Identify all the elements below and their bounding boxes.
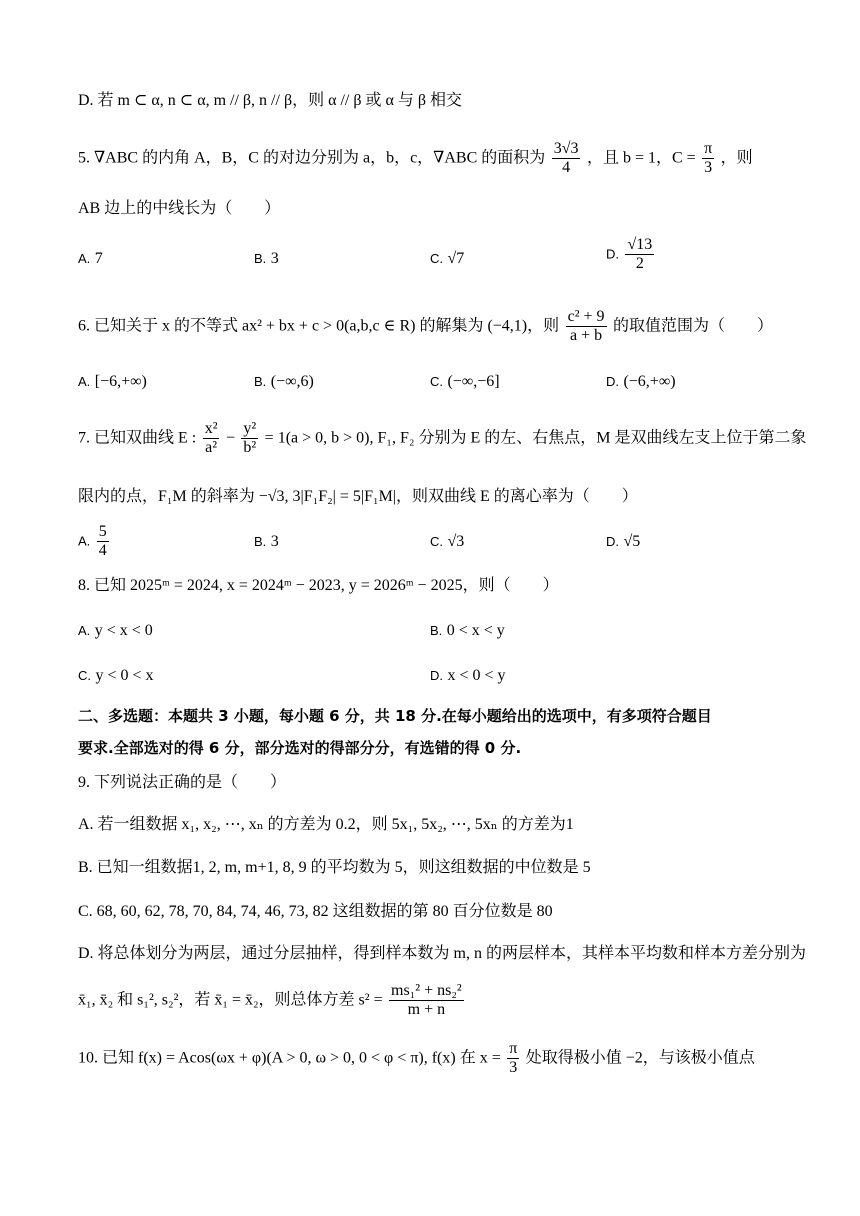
q9-option-b: B. 已知一组数据1, 2, m, m+1, 8, 9 的平均数为 5，则这组数据的中位数是 5 bbox=[78, 859, 591, 876]
q5-option-b: B. 3 bbox=[254, 250, 279, 267]
q6-fraction: $\frac{\text{c² + 9}}{a + b}$ bbox=[567, 308, 605, 344]
q9-variance-fraction: $\frac{\text{ms₁² + ns₂²}}{m + n}$ bbox=[391, 982, 462, 1018]
q9-stem: 9. 下列说法正确的是（ ） bbox=[78, 774, 287, 791]
q7-stem: 7. 已知双曲线 E : $\frac{\text{x²}}{\text{a²}}$ − $\frac{\text{y²}}{\text{b²}}$ = 1(a > 0, b > 0), F₁, F₂ 分别为 E 的左、右焦点，M 是双曲线左支上位于第二象 bbox=[78, 420, 807, 456]
q7-y-fraction: $\frac{\text{y²}}{\text{b²}}$ bbox=[243, 420, 257, 456]
q7-option-c: C. √3 bbox=[430, 533, 465, 550]
q9-option-a: A. 若一组数据 x₁, x₂, ⋯, xₙ 的方差为 0.2，则 5x₁, 5x₂, ⋯, 5xₙ 的方差为1 bbox=[78, 816, 574, 833]
q10-x-fraction: $\frac{\pi}{3}$ bbox=[509, 1040, 518, 1076]
q8-option-a: A. y < x < 0 bbox=[78, 622, 153, 639]
q9-option-c: C. 68, 60, 62, 78, 70, 84, 74, 46, 73, 82 这组数据的第 80 百分位数是 80 bbox=[78, 903, 553, 920]
section2-heading-line2: 要求.全部选对的得 6 分，部分选对的得部分分，有选错的得 0 分. bbox=[78, 739, 522, 757]
section2-heading-line1: 二、多选题：本题共 3 小题，每小题 6 分，共 18 分.在每小题给出的选项中，有多项符合题目 bbox=[78, 707, 712, 725]
q7-option-b: B. 3 bbox=[254, 533, 279, 550]
q5-option-a: A. 7 bbox=[78, 250, 103, 267]
q5-option-d-fraction: $\frac{√13}{2}$ bbox=[627, 236, 653, 272]
q5-stem-line2: AB 边上的中线长为（ ） bbox=[78, 200, 281, 217]
q10-stem: 10. 已知 f(x) = Acos(ωx + φ)(A > 0, ω > 0, 0 < φ < π), f(x) 在 x = $\frac{\pi}{3}$ 处取得极小值 −2，与该极小值点 bbox=[78, 1040, 755, 1076]
q8-option-b: B. 0 < x < y bbox=[430, 622, 505, 639]
q5-option-d: D. $\frac{√13}{2}$ bbox=[606, 236, 653, 272]
q5-stem: 5. ∇ABC 的内角 A，B，C 的对边分别为 a，b，c，∇ABC 的面积为 $\frac{3√3}{4}$ ，且 b = 1，C = $\frac{\pi}{3}$ ，则 bbox=[78, 140, 753, 176]
q6-option-c: C. (−∞,−6] bbox=[430, 373, 500, 390]
q7-option-a-fraction: $\frac{5}{4}$ bbox=[98, 523, 107, 559]
q7-x-fraction: $\frac{\text{x²}}{\text{a²}}$ bbox=[204, 420, 218, 456]
q5-area-fraction: $\frac{3√3}{4}$ bbox=[553, 140, 579, 176]
q4-option-d: D. 若 m ⊂ α, n ⊂ α, m // β, n // β，则 α // β 或 α 与 β 相交 bbox=[78, 92, 463, 109]
q6-option-a: A. [−6,+∞) bbox=[78, 373, 147, 390]
q8-option-c: C. y < 0 < x bbox=[78, 667, 154, 684]
q6-option-b: B. (−∞,6) bbox=[254, 373, 314, 390]
q7-stem-line2: 限内的点，F₁M 的斜率为 −√3, 3|F₁F₂| = 5|F₁M|，则双曲线 E 的离心率为（ ） bbox=[78, 488, 638, 505]
q7-option-d: D. √5 bbox=[606, 533, 641, 550]
q6-option-d: D. (−6,+∞) bbox=[606, 373, 676, 390]
q6-stem: 6. 已知关于 x 的不等式 ax² + bx + c > 0(a,b,c ∈ R) 的解集为 (−4,1)，则 $\frac{\text{c² + 9}}{a + b}$ 的取值范围为（ ） bbox=[78, 308, 773, 344]
q5-option-c: C. √7 bbox=[430, 250, 465, 267]
q8-stem: 8. 已知 2025ᵐ = 2024, x = 2024ᵐ − 2023, y = 2026ᵐ − 2025，则（ ） bbox=[78, 577, 559, 594]
q8-option-d: D. x < 0 < y bbox=[430, 667, 506, 684]
q7-option-a: A. $\frac{5}{4}$ bbox=[78, 523, 107, 559]
q5-angle-fraction: $\frac{\pi}{3}$ bbox=[704, 140, 713, 176]
q9-option-d-line1: D. 将总体划分为两层，通过分层抽样，得到样本数为 m, n 的两层样本，其样本平均数和样本方差分别为 bbox=[78, 945, 807, 962]
q9-option-d-line2: x̄₁, x̄₂ 和 s₁², s₂²，若 x̄₁ = x̄₂，则总体方差 s² = $\frac{\text{ms₁² + ns₂²}}{m + n}$ bbox=[78, 982, 462, 1018]
